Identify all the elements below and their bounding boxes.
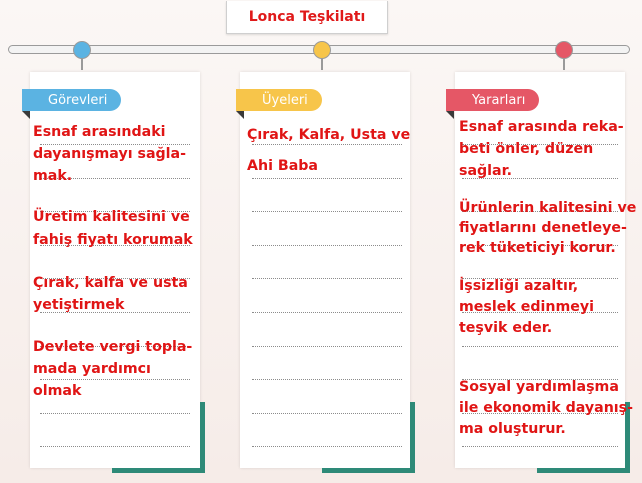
card-gorevleri-accent-bottom [112,468,205,473]
dotted-writing-line [252,312,402,313]
yararlari-line: sağlar. [459,163,512,179]
card-yararlari-accent-bottom [537,468,630,473]
yararlari-line: teşvik eder. [459,320,553,336]
gorevleri-line: Çırak, kalfa ve usta [33,275,188,291]
card-uyeleri-accent-bottom [322,468,415,473]
heading-uyeleri: Üyeleri [236,89,322,111]
gorevleri-line: olmak [33,383,82,399]
ribbon-tail [22,111,30,119]
gorevleri-line: Devlete vergi topla- [33,339,193,355]
dotted-writing-line [252,278,402,279]
yellow-node [313,41,331,59]
heading-yararlari: Yararları [446,89,539,111]
dotted-writing-line [40,413,190,414]
dotted-writing-line [252,178,402,179]
dotted-writing-line [252,245,402,246]
yararlari-line: meslek edinmeyi [459,299,594,315]
dotted-writing-line [462,346,618,347]
dotted-writing-line [252,379,402,380]
yararlari-line: İşsizliği azaltır, [459,278,579,294]
dotted-writing-line [252,446,402,447]
gorevleri-line: Üretim kalitesini ve [33,209,190,225]
gorevleri-line: yetiştirmek [33,297,125,313]
dotted-writing-line [252,211,402,212]
gorevleri-line: mada yardımcı [33,361,151,377]
yararlari-line: rek tüketiciyi korur. [459,240,616,256]
dotted-writing-line [252,346,402,347]
card-gorevleri-accent [200,402,205,473]
dotted-writing-line [462,446,618,447]
gorevleri-line: fahiş fiyatı korumak [33,232,193,248]
gorevleri-line: Esnaf arasındaki [33,124,166,140]
blue-node [73,41,91,59]
ribbon-tail [236,111,244,119]
dotted-writing-line [252,413,402,414]
uyeleri-line: Çırak, Kalfa, Usta ve [247,127,411,143]
yararlari-line: ile ekonomik dayanış- [459,400,633,416]
ribbon-tail [446,111,454,119]
red-node [555,41,573,59]
yararlari-line: beti önler, düzen [459,141,594,157]
heading-gorevleri: Görevleri [22,89,121,111]
yararlari-line: Sosyal yardımlaşma [459,379,619,395]
yararlari-line: Ürünlerin kalitesini ve [459,200,637,216]
gorevleri-line: dayanışmayı sağla- [33,146,186,162]
yararlari-line: Esnaf arasında reka- [459,119,624,135]
gorevleri-line: mak. [33,168,73,184]
uyeleri-line: Ahi Baba [247,158,318,174]
card-uyeleri-accent [410,402,415,473]
yararlari-line: ma oluşturur. [459,421,566,437]
yararlari-line: fiyatlarını denetleye- [459,220,627,236]
diagram-title: Lonca Teşkilatı [226,1,388,34]
dotted-writing-line [40,446,190,447]
